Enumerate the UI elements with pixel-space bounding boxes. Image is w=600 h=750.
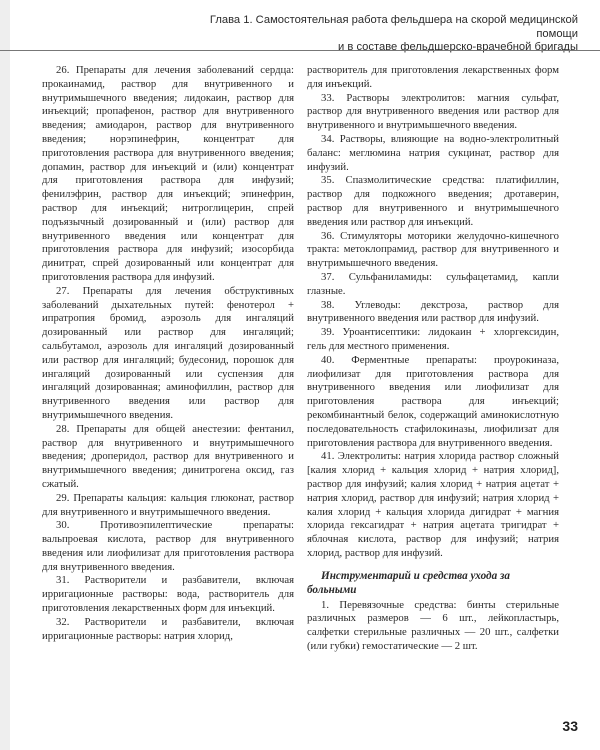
paragraph-32-continued: растворитель для приготовления лекарственных форм для инъекций. — [307, 64, 559, 90]
left-column — [42, 64, 294, 643]
header-rule — [0, 50, 600, 51]
page-number: 33 — [562, 718, 578, 734]
paragraph-26: 26. Препараты для лечения заболеваний сердца: прокаинамид, раствор для внутривенного и внутримышечного введения; лидокаин, раствор для инъекций; пропафенон, раствор для внутривенного введения; амиодарон, раствор для внутривенного введения; норэпинефрин, концентрат для приготовления раствора для внутривенного введения; допамин, раствор для инъекций и (или) концентрат для приготовления раствора для инфузий; фенилэфрин, раствор для инъекций; эпинефрин, раствор для инъекций; нитроглицерин, спрей подъязычный дозированный и (или) раствор для внутривенного введения или концентрат для приготовления раствора для инфузий; изосорбида динитрат, спрей дозированный или концентрат для приготовления раствора для инфузий. — [42, 64, 294, 283]
paragraph-34: 34. Растворы, влияющие на водно-электролитный баланс: меглюмина натрия сукцинат, раствор для инфузий. — [307, 132, 559, 173]
paragraph-39: 39. Уроантисептики: лидокаин + хлоргексидин, гель для местного применения. — [307, 326, 559, 352]
running-header — [198, 14, 578, 55]
paragraph-36: 36. Стимуляторы моторики желудочно-кишечного тракта: метоклопрамид, раствор для внутривенного и внутримышечного введения. — [307, 229, 559, 270]
paragraph-33: 33. Растворы электролитов: магния сульфат, раствор для внутривенного введения или раствор для внутривенного и внутримышечного введения. — [307, 91, 559, 132]
paragraph-30: 30. Противоэпилептические препараты: вальпроевая кислота, раствор для внутривенного введения или лиофилизат для приготовления раствора для внутривенного введения. — [42, 519, 294, 573]
paragraph-41: 41. Электролиты: натрия хлорида раствор сложный [калия хлорид + кальция хлорид + натрия хлорид], раствор для инфузий; калия хлорид + натрия ацетат + натрия хлорид, раствор для инфузий; натрия хлорид + калия хлорид + кальция хлорида дигидрат + магния хлорида гексагидрат + натрия ацетата тригидрат + яблочная кислота, раствор для инфузий; натрия хлорид, раствор для инфузий. — [307, 450, 559, 559]
paragraph-31: 31. Растворители и разбавители, включая ирригационные растворы: вода, растворитель для приготовления лекарственных форм для инъекций. — [42, 574, 294, 615]
paragraph-40: 40. Ферментные препараты: проурокиназа, лиофилизат для приготовления раствора для внутривенного введения или лиофилизат для приготовления раствора для инъекций; рекомбинантный белок, содержащий аминокислотную последовательность стафилокиназы, лиофилизат для приготовления раствора для внутривенного введения. — [307, 353, 559, 449]
page-edge-shadow — [0, 0, 10, 750]
section-heading: Инструментарий и средства ухода за больными — [307, 569, 510, 596]
paragraph-28: 28. Препараты для общей анестезии: фентанил, раствор для внутривенного и внутримышечного введения; дроперидол, раствор для внутривенного и внутримышечного введения; динитрогена оксид, газ сжатый. — [42, 422, 294, 490]
paragraph-37: 37. Сульфаниламиды: сульфацетамид, капли глазные. — [307, 270, 559, 297]
section-paragraph-1: 1. Перевязочные средства: бинты стерильные различных размеров — 6 шт., лейкопластырь, салфетки стерильные различных — 20 шт., салфетки (или губки) гемостатические — 2 шт. — [307, 598, 559, 653]
header-line-2: и в составе фельдшерско-врачебной бригады — [338, 41, 578, 53]
paragraph-29: 29. Препараты кальция: кальция глюконат, раствор для внутривенного и внутримышечного введения. — [42, 491, 294, 518]
right-column — [307, 64, 559, 654]
paragraph-32: 32. Растворители и разбавители, включая ирригационные растворы: натрия хлорид, — [42, 615, 294, 642]
paragraph-38: 38. Углеводы: декстроза, раствор для внутривенного введения или раствор для инфузий. — [307, 298, 559, 325]
paragraph-35: 35. Спазмолитические средства: платифиллин, раствор для подкожного введения; дротаверин, раствор для внутривенного и внутримышечного введения или раствор для инъекций. — [307, 174, 559, 228]
paragraph-27: 27. Препараты для лечения обструктивных заболеваний дыхательных путей: фенотерол + ипратропия бромид, аэрозоль для ингаляций дозированный или раствор для ингаляций; сальбутамол, аэрозоль для ингаляций дозированный или раствор для ингаляций; будесонид, порошок для ингаляций дозированный или суспензия для ингаляций дозированная; аминофиллин, раствор для внутривенного введения или раствор для внутримышечного введения. — [42, 284, 294, 421]
header-line-1: Глава 1. Самостоятельная работа фельдшера на скорой медицинской помощи — [209, 14, 578, 40]
